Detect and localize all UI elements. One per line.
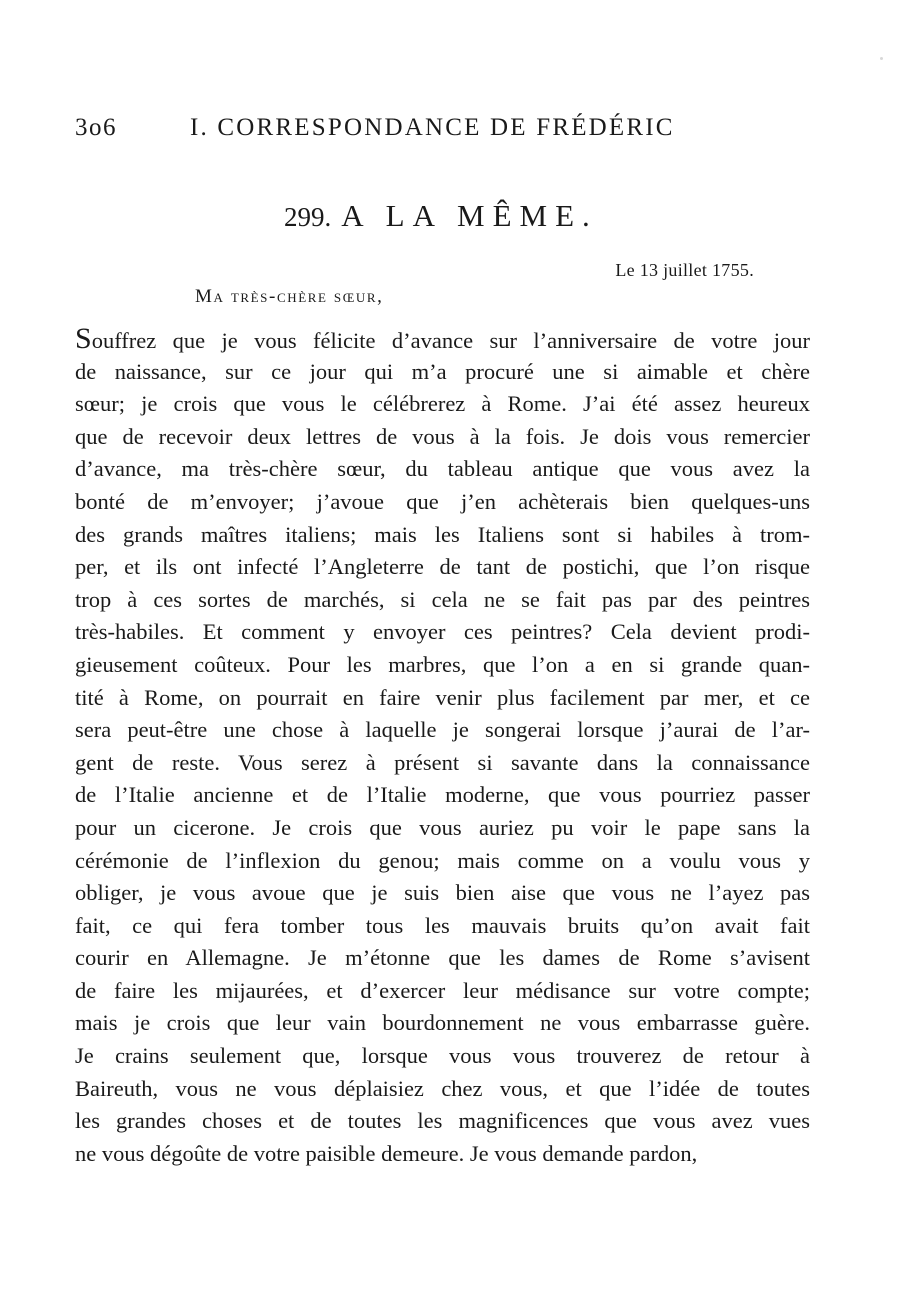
body-line: gent de reste. Vous serez à présent si savante dans la connaissance <box>75 749 810 775</box>
salutation: Ma très-chère sœur, <box>195 286 384 307</box>
body-line: courir en Allemagne. Je m’étonne que les dames de Rome s’avisent <box>75 945 810 971</box>
body-line: pour un cicerone. Je crois que vous auriez pu voir le pape sans la <box>75 814 810 840</box>
body-line: tité à Rome, on pourrait en faire venir plus facilement par mer, et ce <box>75 684 810 710</box>
letter-title: A LA MÊME. <box>341 198 598 233</box>
body-line: des grands maîtres italiens; mais les Italiens sont si habiles à trom- <box>75 521 810 547</box>
running-title: I. CORRESPONDANCE DE FRÉDÉRIC <box>190 114 675 141</box>
body-line: de l’Italie ancienne et de l’Italie moderne, que vous pourriez passer <box>75 782 810 808</box>
body-line: Je crains seulement que, lorsque vous vous trouverez de retour à <box>75 1043 810 1069</box>
letter-date: Le 13 juillet 1755. <box>615 260 754 280</box>
body-line: très-habiles. Et comment y envoyer ces peintres? Cela devient prodi- <box>75 619 810 645</box>
body-line: per, et ils ont infecté l’Angleterre de tant de postichi, que l’on risque <box>75 554 810 580</box>
body-line: ne vous dégoûte de votre paisible demeure. Je vous demande pardon, <box>75 1140 698 1166</box>
letter-heading <box>284 198 644 234</box>
page-number: 3o6 <box>75 114 117 141</box>
body-line: trop à ces sortes de marchés, si cela ne se fait pas par des peintres <box>75 586 810 612</box>
body-line: mais je crois que leur vain bourdonnement ne vous embarrasse guère. <box>75 1010 810 1036</box>
body-line: sœur; je crois que vous le célébrerez à Rome. J’ai été assez heureux <box>75 391 810 417</box>
letter-body <box>75 323 810 1170</box>
letter-number: 299. <box>284 202 332 232</box>
body-line: obliger, je vous avoue que je suis bien aise que vous ne l’ayez pas <box>75 880 810 906</box>
body-line: les grandes choses et de toutes les magnificences que vous avez vues <box>75 1108 810 1134</box>
body-line: fait, ce qui fera tomber tous les mauvais bruits qu’on avait fait <box>75 912 810 938</box>
body-line: de naissance, sur ce jour qui m’a procuré une si aimable et chère <box>75 358 810 384</box>
body-line: Souffrez que je vous félicite d’avance sur l’anniversaire de votre jour <box>75 322 810 355</box>
initial-letter: S <box>75 322 92 355</box>
body-line: bonté de m’envoyer; j’avoue que j’en achèterais bien quelques-uns <box>75 488 810 514</box>
body-line: que de recevoir deux lettres de vous à la fois. Je dois vous remercier <box>75 423 810 449</box>
body-line: Baireuth, vous ne vous déplaisiez chez vous, et que l’idée de toutes <box>75 1075 810 1101</box>
body-line: gieusement coûteux. Pour les marbres, que l’on a en si grande quan- <box>75 651 810 677</box>
paper-speck <box>880 57 883 60</box>
body-line: cérémonie de l’inflexion du genou; mais comme on a voulu vous y <box>75 847 810 873</box>
body-line: sera peut-être une chose à laquelle je songerai lorsque j’aurai de l’ar- <box>75 717 810 743</box>
body-line: de faire les mijaurées, et d’exercer leur médisance sur votre compte; <box>75 977 810 1003</box>
body-line: d’avance, ma très-chère sœur, du tableau antique que vous avez la <box>75 456 810 482</box>
